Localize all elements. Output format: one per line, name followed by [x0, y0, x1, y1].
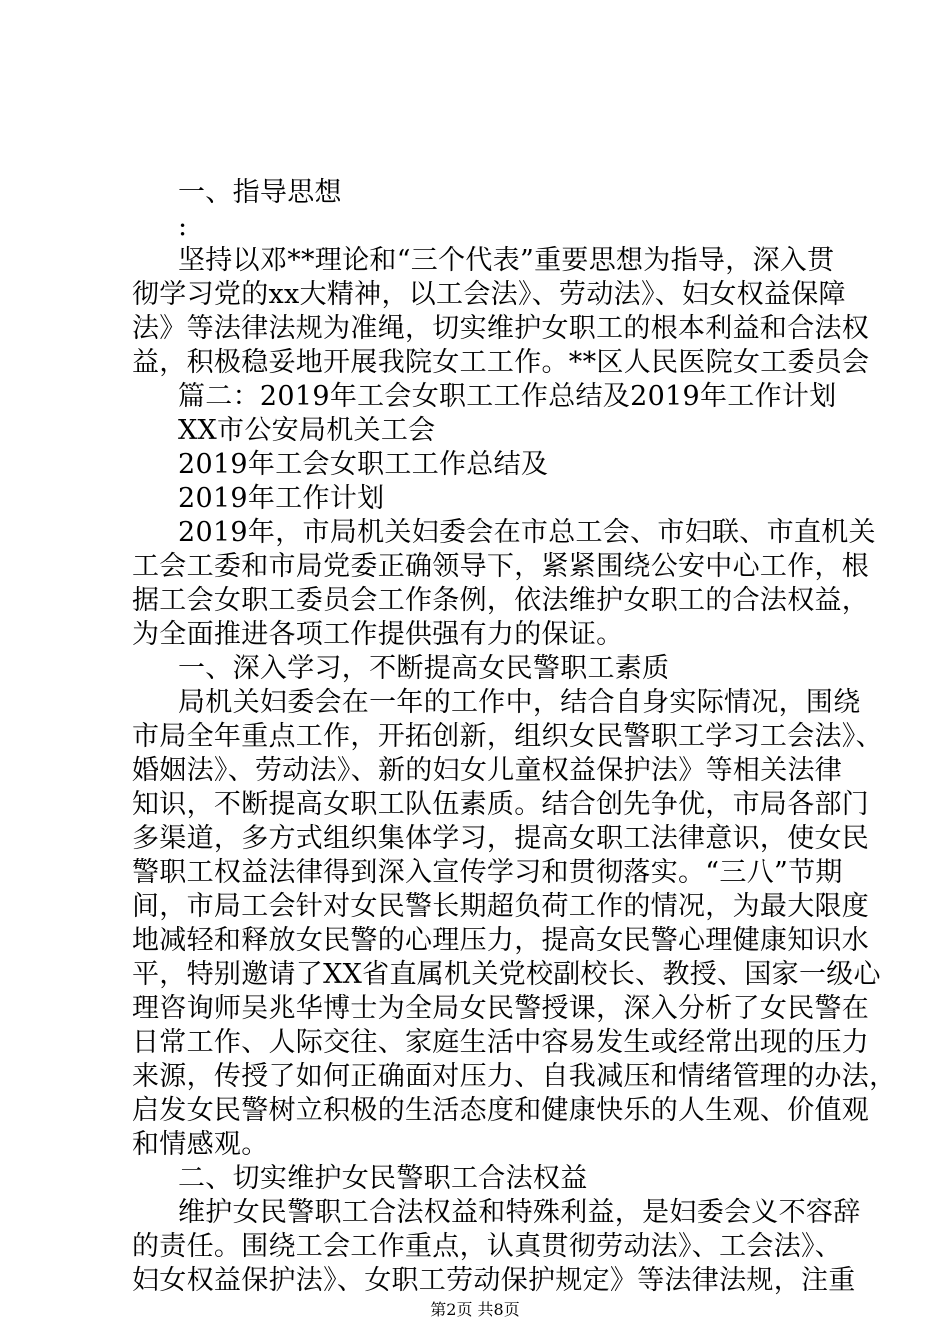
text-line: 警职工权益法律得到深入宣传学习和贯彻落实。“三八”节期 — [132, 857, 843, 888]
text-line: 启发女民警树立积极的生活态度和健康快乐的人生观、价值观 — [132, 1095, 870, 1126]
text-line: 维护女民警职工合法权益和特殊利益，是妇委会义不容辞 — [178, 1197, 861, 1228]
organization-name: XX市公安局机关工会 — [178, 415, 436, 446]
text-line: 婚姻法》、劳动法》、新的妇女儿童权益保护法》等相关法律 — [132, 755, 843, 786]
text-line: 2019年，市局机关妇委会在市总工会、市妇联、市直机关 — [178, 517, 876, 548]
text-line: 工会工委和市局党委正确领导下，紧紧围绕公安中心工作，根 — [132, 551, 870, 582]
text-line: 市局全年重点工作，开拓创新，组织女民警职工学习工会法》、 — [132, 721, 883, 752]
text-line: 法》等法律法规为准绳，切实维护女职工的根本利益和合法权 — [132, 313, 870, 344]
report-title: 2019年工作计划 — [178, 483, 385, 514]
text-line: 妇女权益保护法》、女职工劳动保护规定》等法律法规，注重 — [132, 1265, 856, 1296]
page-number: 第2页 共8页 — [430, 1300, 520, 1319]
report-title: 2019年工会女职工工作总结及 — [178, 449, 549, 480]
heading-section-two: 二、切实维护女民警职工合法权益 — [178, 1163, 588, 1194]
text-line: : — [178, 211, 188, 242]
text-line: 平，特别邀请了XX省直属机关党校副校长、教授、国家一级心 — [132, 959, 881, 990]
text-line: 知识，不断提高女职工队伍素质。结合创先争优，市局各部门 — [132, 789, 870, 820]
section-title-part-two: 篇二：2019年工会女职工工作总结及2019年工作计划 — [178, 381, 837, 412]
heading-guiding-thought: 一、指导思想 — [178, 177, 342, 208]
text-line: 多渠道，多方式组织集体学习，提高女职工法律意识，使女民 — [132, 823, 870, 854]
text-line: 坚持以邓**理论和“三个代表”重要思想为指导，深入贯 — [178, 245, 835, 276]
text-line: 的责任。围绕工会工作重点，认真贯彻劳动法》、工会法》、 — [132, 1231, 843, 1262]
text-line: 日常工作、人际交往、家庭生活中容易发生或经常出现的压力 — [132, 1027, 870, 1058]
text-line: 据工会女职工委员会工作条例，依法维护女职工的合法权益， — [132, 585, 870, 616]
text-line: 为全面推进各项工作提供强有力的保证。 — [132, 619, 624, 650]
text-line: 来源，传授了如何正确面对压力、自我减压和情绪管理的办法， — [132, 1061, 897, 1092]
text-line: 理咨询师吴兆华博士为全局女民警授课，深入分析了女民警在 — [132, 993, 870, 1024]
heading-section-one: 一、深入学习，不断提高女民警职工素质 — [178, 653, 670, 684]
text-line: 益，积极稳妥地开展我院女工工作。**区人民医院女工委员会 — [132, 347, 870, 378]
text-line: 地减轻和释放女民警的心理压力，提高女民警心理健康知识水 — [132, 925, 870, 956]
text-line: 和情感观。 — [132, 1129, 269, 1160]
text-line: 彻学习党的xx大精神，以工会法》、劳动法》、妇女权益保障 — [132, 279, 846, 310]
text-line: 局机关妇委会在一年的工作中，结合自身实际情况，围绕 — [178, 687, 861, 718]
text-line: 间，市局工会针对女民警长期超负荷工作的情况，为最大限度 — [132, 891, 870, 922]
